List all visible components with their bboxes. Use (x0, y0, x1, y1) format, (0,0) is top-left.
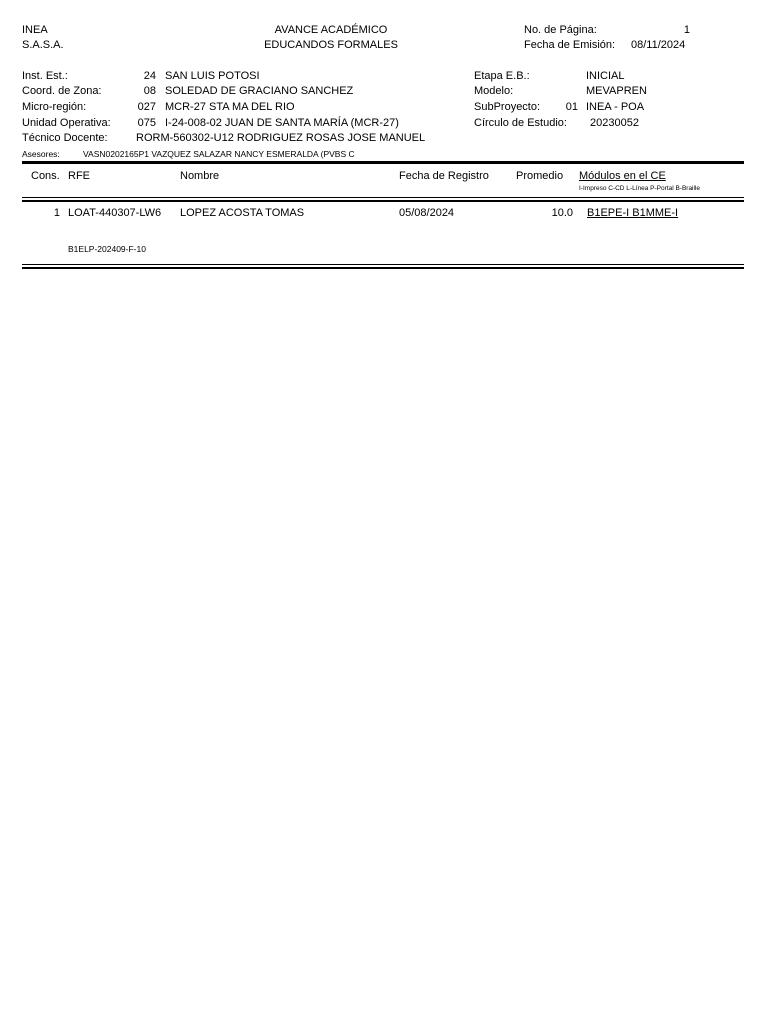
asesores-label: Asesores: (22, 149, 60, 159)
modelo-label: Modelo: (474, 85, 514, 97)
header-top-rule (22, 161, 744, 164)
col-promedio: Promedio (516, 170, 564, 182)
coord-label: Coord. de Zona: (22, 85, 102, 97)
header-rule-1 (22, 197, 744, 198)
footer-rule-2 (22, 267, 744, 269)
subproyecto-code: 01 (565, 101, 578, 113)
micro-label: Micro-región: (22, 101, 87, 113)
report-title: AVANCE ACADÉMICO (274, 24, 388, 36)
row-extra-module: B1ELP-202409-F-10 (68, 244, 146, 254)
footer-rule-1 (22, 264, 744, 265)
tecnico-value: RORM-560302-U12 RODRIGUEZ ROSAS JOSE MANUEL (136, 132, 426, 144)
header-rule-2 (22, 200, 744, 202)
circulo-label: Círculo de Estudio: (474, 117, 567, 129)
row-cons: 1 (53, 207, 60, 219)
inst-name: SAN LUIS POTOSI (165, 70, 260, 82)
asesores-value: VASN0202165P1 VAZQUEZ SALAZAR NANCY ESMERALDA (PVBS C (83, 149, 355, 159)
coord-code: 08 (143, 85, 156, 97)
page-number-value: 1 (683, 24, 690, 36)
micro-name: MCR-27 STA MA DEL RIO (165, 101, 295, 113)
etapa-value: INICIAL (586, 70, 625, 82)
unidad-code: 075 (137, 117, 156, 129)
row-modulos: B1EPE-I B1MME-I (587, 207, 679, 219)
org-line1: INEA (22, 24, 48, 36)
emission-date-value: 08/11/2024 (631, 39, 686, 51)
col-rfe: RFE (68, 170, 90, 182)
circulo-value: 20230052 (590, 117, 639, 129)
row-promedio: 10.0 (551, 207, 573, 219)
coord-name: SOLEDAD DE GRACIANO SANCHEZ (165, 85, 354, 97)
row-fecha: 05/08/2024 (399, 207, 455, 219)
inst-code: 24 (143, 70, 156, 82)
micro-code: 027 (137, 101, 156, 113)
col-fecha-registro: Fecha de Registro (399, 170, 489, 182)
report-subtitle: EDUCANDOS FORMALES (264, 39, 398, 51)
page-number-label: No. de Página: (524, 24, 597, 36)
tecnico-label: Técnico Docente: (22, 132, 108, 144)
unidad-label: Unidad Operativa: (22, 117, 111, 129)
org-line2: S.A.S.A. (22, 39, 64, 51)
unidad-name: I-24-008-02 JUAN DE SANTA MARÍA (MCR-27) (165, 117, 399, 129)
subproyecto-label: SubProyecto: (474, 101, 541, 113)
inst-label: Inst. Est.: (22, 70, 68, 82)
modelo-value: MEVAPREN (586, 85, 647, 97)
modulos-legend: I-Impreso C-CD L-Línea P-Portal B-Braille (579, 185, 701, 192)
row-nombre: LOPEZ ACOSTA TOMAS (180, 207, 305, 219)
col-cons: Cons. (31, 170, 60, 182)
row-rfe: LOAT-440307-LW6 (68, 207, 162, 219)
col-modulos: Módulos en el CE (579, 170, 666, 182)
etapa-label: Etapa E.B.: (474, 70, 530, 82)
col-nombre: Nombre (180, 170, 220, 182)
emission-date-label: Fecha de Emisión: (524, 39, 616, 51)
subproyecto-value: INEA - POA (586, 101, 645, 113)
